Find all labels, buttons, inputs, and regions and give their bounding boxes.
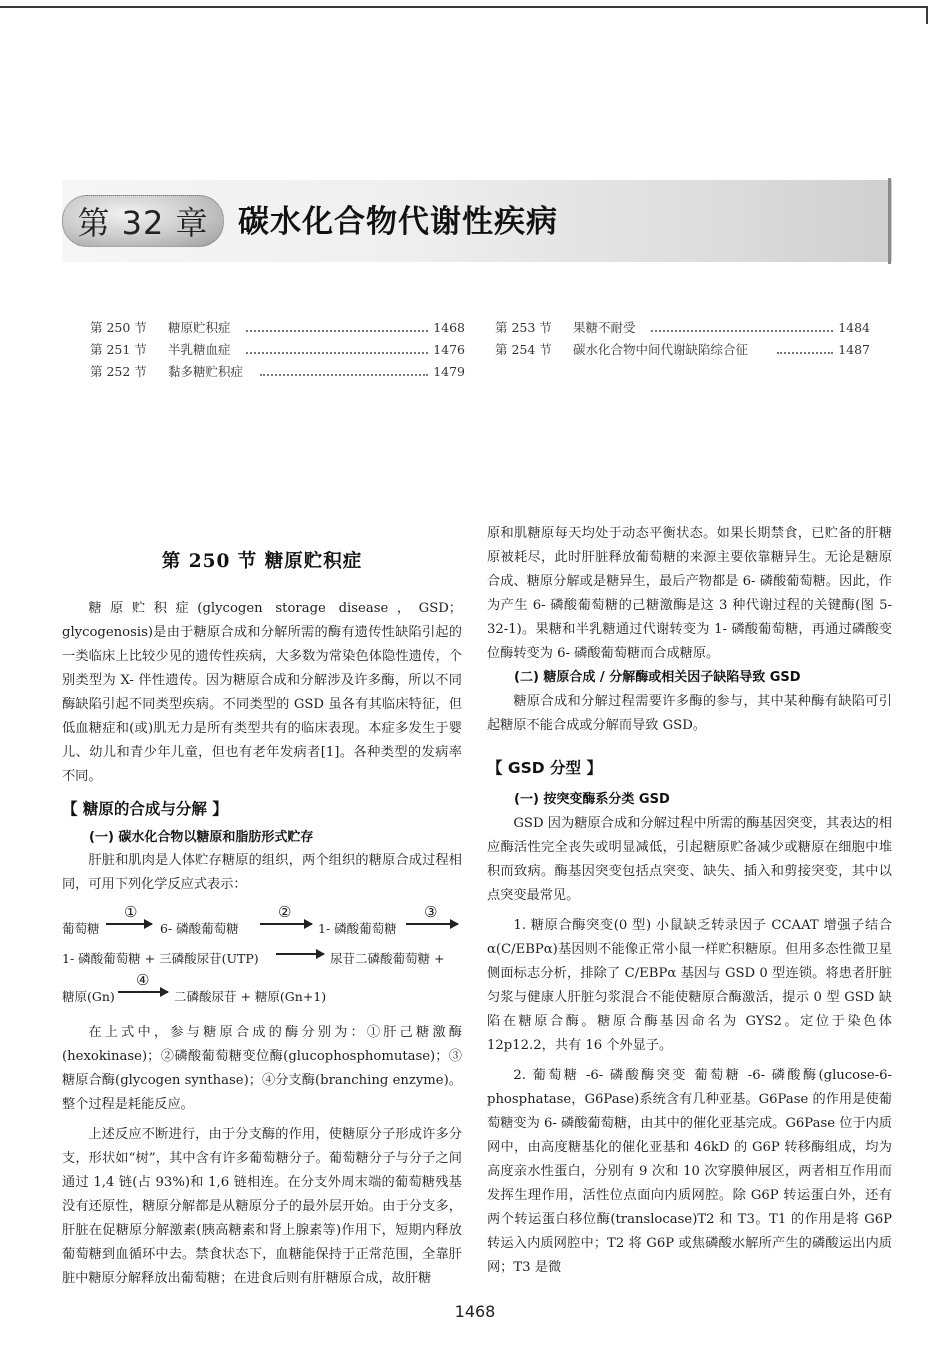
reaction-arrow bbox=[260, 923, 312, 925]
toc-item[interactable] bbox=[90, 317, 465, 339]
heading-gsd-types: 【 GSD 分型 】 bbox=[487, 759, 602, 777]
reaction-arrow bbox=[276, 953, 324, 955]
reaction-udp-glycogen: 二磷酸尿苷 + 糖原(Gn+1) bbox=[174, 989, 327, 1004]
reaction-g6p: 6- 磷酸葡萄糖 bbox=[160, 921, 239, 936]
toc-leader bbox=[246, 339, 428, 354]
toc-leader bbox=[651, 317, 833, 332]
enzymes-paragraph: 在上式中，参与糖原合成的酶分别为：①肝己糖激酶(hexokinase)；②磷酸葡萄糖变位酶(glucophosphomutase)；③糖原合酶(glycogen synthase)；④分支酶(branching enzyme)。整个过程是耗能反应。 bbox=[62, 1025, 462, 1112]
reaction-arrow bbox=[406, 923, 458, 925]
reaction-glucose: 葡萄糖 bbox=[62, 921, 100, 936]
left-column bbox=[62, 547, 462, 1291]
intro-paragraph: 糖原贮积症(glycogen storage disease，GSD；glycogenosis)是由于糖原合成和分解所需的酶有遗传性缺陷引起的一类临床上比较少见的遗传性疾病，大多数为常染色体隐性遗传，个别类型为 X- 伴性遗传。因为糖原合成和分解涉及许多酶，所以不同酶缺陷引起不同类型疾病。不同类型的 GSD 虽各有其临床特征，但低血糖症和(或)肌无力是所有类型共有的临床表现。本症多发生于婴儿、幼儿和青少年儿童，但也有老年发病者[1]。各种类型的发病率不同。 bbox=[62, 601, 462, 784]
toc-section-number: 第 253 节 bbox=[495, 320, 552, 335]
defect-paragraph: 糖原合成和分解过程需要许多酶的参与，其中某种酶有缺陷可引起糖原不能合成或分解而导致 GSD。 bbox=[487, 694, 892, 733]
subheading-storage: (一) 碳水化合物以糖原和脂肪形式贮存 bbox=[89, 830, 314, 845]
top-rule bbox=[0, 6, 928, 8]
reaction-udpg: 尿苷二磷酸葡萄糖 + bbox=[330, 951, 445, 966]
reaction-arrow bbox=[106, 923, 152, 925]
reaction-line-2 bbox=[62, 939, 462, 969]
toc-item[interactable] bbox=[495, 339, 870, 361]
types-paragraph: GSD 因为糖原合成和分解过程中所需的酶基因突变，其表达的相应酶活性完全丧失或明显减低，引起糖原贮备减少或糖原在细胞中堆积而致病。酶基因突变包括点突变、缺失、插入和剪接突变，其中以点突变最常见。 bbox=[487, 816, 892, 903]
toc-leader bbox=[246, 317, 428, 332]
type2-paragraph: 2. 葡萄糖 -6- 磷酸酶突变 葡萄糖 -6- 磷酸酶(glucose-6-phosphatase，G6Pase)系统含有几种亚基。G6Pase 的作用是使葡萄糖变为 6- 磷酸葡萄糖，由其中的催化亚基完成。G6Pase 位于内质网中，由高度糖基化的催化亚基和 46kD 的 G6P 转移酶组成，均为高度亲水性蛋白，分别有 9 次和 10 次穿膜伸展区，两者相互作用而发挥生理作用，活性位点面向内质网腔。除 G6P 转运蛋白外，还有两个转运蛋白移位酶(translocase)T2 和 T3。T1 的作用是将 G6P 转运入内质网腔中；T2 将 G6P 或焦磷酸水解所产生的磷酸运出内质网；T3 是微 bbox=[487, 1068, 892, 1275]
top-rule-end bbox=[926, 6, 928, 24]
reaction-line-1 bbox=[62, 903, 462, 939]
reaction-glycogen-n: 糖原(Gn) bbox=[62, 989, 115, 1004]
reaction-g1p-utp: 1- 磷酸葡萄糖 + 三磷酸尿苷(UTP) bbox=[62, 951, 259, 966]
toc-title: 碳水化合物中间代谢缺陷综合征 bbox=[573, 342, 749, 357]
toc-page: 1484 bbox=[838, 320, 870, 335]
toc-section-number: 第 254 节 bbox=[495, 342, 552, 357]
subheading-enzyme-class: (一) 按突变酶系分类 GSD bbox=[514, 792, 670, 807]
section-heading: 第 250 节 糖原贮积症 bbox=[161, 551, 363, 572]
toc-leader bbox=[777, 339, 833, 354]
toc-leader bbox=[260, 361, 428, 376]
page-number: 1468 bbox=[454, 1302, 496, 1321]
toc-left bbox=[90, 317, 465, 383]
toc-page: 1479 bbox=[433, 364, 465, 379]
toc-item[interactable] bbox=[90, 361, 465, 383]
chapter-number-badge: 第 32 章 bbox=[62, 195, 224, 247]
reaction-line-3 bbox=[62, 971, 462, 1007]
toc-page: 1487 bbox=[838, 342, 870, 357]
chapter-header-edge bbox=[888, 178, 891, 264]
toc-title: 果糖不耐受 bbox=[573, 320, 636, 335]
toc-item[interactable] bbox=[90, 339, 465, 361]
toc-page: 1476 bbox=[433, 342, 465, 357]
toc-page: 1468 bbox=[433, 320, 465, 335]
toc-title: 半乳糖血症 bbox=[168, 342, 231, 357]
reaction-step-3: ③ bbox=[424, 903, 438, 921]
toc-section-number: 第 250 节 bbox=[90, 320, 147, 335]
liver-paragraph: 肝脏和肌肉是人体贮存糖原的组织，两个组织的糖原合成过程相同，可用下列化学反应式表示： bbox=[62, 853, 462, 892]
reaction-step-4: ④ bbox=[136, 971, 150, 989]
toc-section-number: 第 251 节 bbox=[90, 342, 147, 357]
toc-right bbox=[495, 317, 870, 361]
heading-synthesis: 【 糖原的合成与分解 】 bbox=[62, 800, 228, 818]
type0-paragraph: 1. 糖原合酶突变(0 型) 小鼠缺乏转录因子 CCAAT 增强子结合 α(C/EBPα)基因则不能像正常小鼠一样贮积糖原。但用多态性微卫星侧面标志分析，排除了 C/EBPα 基因与 GSD 0 型连锁。将患者肝脏匀浆与健康人肝脏匀浆混合不能使糖原合酶激活，提示 0 型 GSD 缺陷在糖原合酶。糖原合酶基因命名为 GYS2。定位于染色体 12p12.2，共有 16 个外显子。 bbox=[487, 918, 892, 1053]
toc-section-number: 第 252 节 bbox=[90, 364, 147, 379]
reaction-arrow bbox=[118, 991, 168, 993]
reaction-step-1: ① bbox=[124, 903, 138, 921]
toc-title: 黏多糖贮积症 bbox=[168, 364, 244, 379]
branching-paragraph: 上述反应不断进行，由于分支酶的作用，使糖原分子形成许多分支，形状如“树”，其中含有许多葡萄糖分子。葡萄糖分子与分子之间通过 1,4 链(占 93%)和 1,6 链相连。在分支外周末端的葡萄糖残基没有还原性，糖原分解都是从糖原分子的最外层开始。由于分支多，肝脏在促糖原分解激素(胰高糖素和肾上腺素等)作用下，短期内释放葡萄糖到血循环中去。禁食状态下，血糖能保持于正常范围，全靠肝脏中糖原分解释放出葡萄糖；在进食后则有肝糖原合成，故肝糖 bbox=[62, 1127, 462, 1286]
reaction-step-2: ② bbox=[278, 903, 292, 921]
chapter-title: 碳水化合物代谢性疾病 bbox=[238, 204, 558, 240]
subheading-defect: (二) 糖原合成 / 分解酶或相关因子缺陷导致 GSD bbox=[514, 670, 801, 685]
reaction-g1p: 1- 磷酸葡萄糖 bbox=[318, 921, 397, 936]
right-column bbox=[487, 522, 892, 1280]
toc-item[interactable] bbox=[495, 317, 870, 339]
toc-title: 糖原贮积症 bbox=[168, 320, 231, 335]
continued-paragraph: 原和肌糖原每天均处于动态平衡状态。如果长期禁食，已贮备的肝糖原被耗尽，此时肝脏释放葡萄糖的来源主要依靠糖异生。无论是糖原合成、糖原分解或是糖异生，最后产物都是 6- 磷酸葡萄糖。因此，作为产生 6- 磷酸葡萄糖的己糖激酶是这 3 种代谢过程的关键酶(图 5-32-1)。果糖和半乳糖通过代谢转变为 1- 磷酸葡萄糖，再通过磷酸变位酶转变为 6- 磷酸葡萄糖而合成糖原。 bbox=[487, 526, 892, 661]
